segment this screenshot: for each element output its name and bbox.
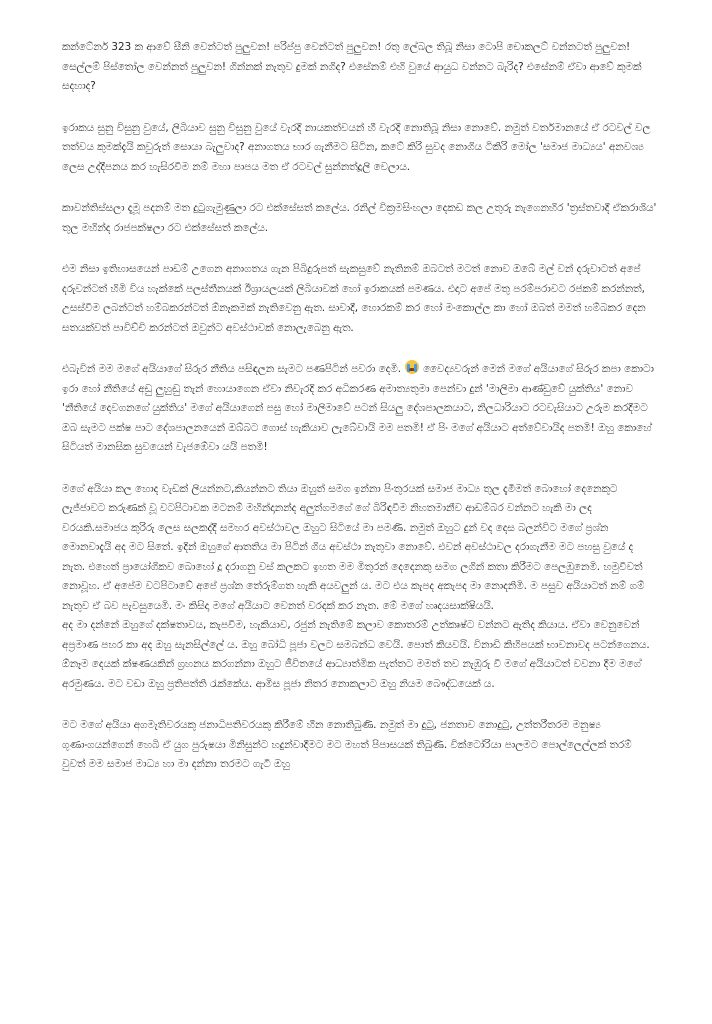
article-body	[62, 38, 658, 797]
paragraph-5-rest: වෛද්‍යවරුන් මෙන් මගේ අයියාගේ සිරුර කපා කොටා ඉරා හෝ නීතියේ අඩු ලුහුඬු තැන් හොයාගෙන ඒවා නිවැරදි කර අධිකරණ අමාත්‍යතුමා පෙන්වා දුන් 'මාලිමා ආණ්ඩුවේ යුක්තිය' නොව 'නීතියේ දෙවගනගේ යුක්තිය' මගේ අයියාගෙන් පසු හෝ මාලිමාවේ පටන් සියලු දේශපාලකයාට, නිලධාරියාට රටවැසියාට උරුම කරදීමට ඔබ සැමට පක්ෂ පාට දේශපාලනයෙන් ඔබ්බට ගොස් හැකියාව ලැබේවායි මම පතමි! ඒ පිං මගේ අයියාට අත්වේවායිද පතමි! ඔහු කොහේ සිටියත් මානසික සුවයෙන් වැජඹේවා යයි පතමි!	[62, 363, 654, 453]
paragraph-1: කන්ටේනර් 323 ක ආවේ සීනි වෙන්ටත් පුලුවන! පරිප්පු වෙන්ටත් පුලුවන! රතු ලේබල තිබූ නිසා ටොපි චොකලට් වන්නටත් පුලුවන! සෙල්ලම් පිස්තෝල වෙන්නත් පුලුවන! ගින්නක් නැතුව දුමක් නගිද? එසේනම් එහි වුයේ ආයුධ වන්නට බැරිද? එසේනම් ඒවා ආවේ කුමක් සදහාද?	[62, 41, 642, 92]
paragraph-8: මට මගේ අයියා අගමැතිවරයකු ජනාධිපතිවරයකු කිරීමේ හීන නොතිබුණි. නමුත් මා දුටු, ජනතාව නොදුටු, උත්තරීතරම මනුෂ්‍ය ගුණාංගයන්ගෙන් හෙබි ඒ යුග පුරුෂයා මිනිසුන්ට හදුන්වාදීමට මට මහත් පිපාසයක් තිබුණි. වික්ටෝරියා පාලමට පොල්ලෙල්ලක් තරම් වුවත් මම සමාජ මාධ්‍ය හා මා දන්නා තරමට ගැටී ඔහු	[62, 719, 632, 770]
paragraph-2: ඉරාකය සුනු විසුනු වුයේ, ලිබියාව සුනු විසුනු වුයේ වැරදි නායකත්වයන් හී වැරදි නොතිබූ නිසා නොවේ. නමුත් වර්තමානයේ ඒ රටවල් වල තත්වය කුමක්දැයි කවුරුත් සොයා බැලුවාද? අනාගතය භාර ගැනීමට සිටින, කටේ කිරි සුවද නොගිය ටිකිරි මෝල 'සමාජ මාධ්‍යය' අනවශ්‍ය ලෙස උද්දීපනය කර හැසිරවීම නම් මහා පාපය මත ඒ රටවල් සුන්නත්දූලි වෙලාය.	[62, 121, 651, 173]
paragraph-7: අද මා දන්නේ ඔහුගේ දක්ෂතාවය, කැපවීම, හැකියාව, රජුන් නැතිමේ කලාව කොතරම් උත්කෘෂ්ට වන්නට ඇතිද කියාය. ඒවා වෙනුවෙන් අප්‍රමාණ පහර කා අද ඔහු සැනසිල්ලේ ය. ඔහු බෝධි පූජා වලට සමබන්ධ වෙයි. පොත් කියවයි. විනාඩි කිහිපයක් භාවනාවද පටන්ගෙනය. ඕනෑම දෙයක් ක්ෂණයකින් ග්‍රහනය කරගන්නා ඔහුට ජීවිතයේ ආධ්‍යාත්මික පැත්තට මමත් තව නැඹුරු වී මගේ අයියාටත් වවනා දීම මගේ අරමුණය. මට වඩා ඔහු ප්‍රතිපත්ති රැක්කේය. ආමිස පූජා නිතර නොකලාට ඔහු නියම බෞද්ධයෙක් ය.	[62, 619, 650, 690]
crying-face-icon	[405, 360, 419, 374]
paragraph-5-lead: එබැවින් මම මගේ අයියාගේ සිරුර නීතිය පසිඳලන සැමට පණපිටින් පවරා දෙමි.	[62, 363, 402, 375]
paragraph-5	[62, 360, 658, 458]
paragraph-3: කාවන්තිස්සලා දැමූ පදනම් මත දුටුගැමුණුලා රට එක්සේසත් කලේය. රනිල් වික්‍රමසිංහලා දෙකඩ කල උතුරු නැගෙනහිර 'ත්‍රස්තවාදී ඒකරාශිය' තුල මහින්ද රාජපක්ෂලා රට එක්සේසත් කලේය.	[62, 202, 657, 234]
paragraph-6: මගේ අයියා කල හොද වැඩක් ලියන්නට,කියන්නට තියා ඔහුත් සමග ඉන්නා පිංතුරයක් සමාජ මාධ්‍ය තුල දැමීමත් බොහෝ දෙනෙකුට ලැජ්ජාවට කරුණක් වූ වටපිටාවක මටනම් මහින්දානන්ද අලුත්ගමගේ ගේ බිරිඳවීම නිහතමානීව ආඩම්බර වන්නට හැකි මා ලද වරයකි.සමාජය කුරිරු ලෙස සලකද්දී සමහර අවස්ථාවල ඔහුට සිටියේ මා පමණි. නමුත් ඔහුට දුන් වද දෙස බලන්විට මගේ ප්‍රශ්න මොනවාදැයි අද මට සිතේ. ඉදින් ඔහුගේ ආතතිය මා පිටින් ගිය අවස්ථා නැතුවා නොවේ. එවන් අවස්ථාවල දරාගැනීම මට පහසු වුයේ ද නැත. එහෙත් ප්‍රායෝගිකව බොහෝ දූ දරාගනු වස් කලකට ඉහත මම මිතුරන් දෙදෙනකු සමග ලගින් කතා කිරීමට පෙලඹුනෙමි. හමුවීවත් නොවූහ. ඒ අපේම වටපිටාවේ අපේ ප්‍රශ්න තේරුම්ගත හැකි අයවලුන් ය. මට එය කැපද අකැපද මා නොදනිමි. ම පසුව අයියාටත් නම් ගම් නැතුව ඒ බව පැවසුයෙමි. මං කිසිදා මගේ අයියාට වෙනත් වරදක් කර නැත. මේ මගේ හෘදයසාක්ෂියයි.	[62, 482, 645, 612]
paragraph-4: එම නිසා ඉතිහාසයෙන් පාඩම් උගෙන අනාගතය ගැන පිබිදුරුපත් සැකසුවේ නැතිනම් ඔබටත් මටත් නොව ඔබේ මල් වන් දරුවාටත් අපේ දරුවන්ටත් හිමි විය හැක්කේ පලස්තීනයක් ඊශ්‍රායලයක් ලිබියාවක් හෝ ඉරාකයක් පමණය. එදාට අපේ මතු පරම්පරාවට රජකම් කරන්නත්, උසස්වීම ලබන්ටත් හම්බකරන්ටත් ඕනෑකමක් නැතිවෙනු ඇත. සාවාදී, හොරකම් කර හෝ මංකොල්ල කා හෝ ඔබත් මමත් හම්බකර දෙන සතයක්වත් පාවිච්චි කරන්ටත් ඔවුන්ට අවස්ථාවක් නොලැබෙනු ඇත.	[62, 263, 646, 334]
